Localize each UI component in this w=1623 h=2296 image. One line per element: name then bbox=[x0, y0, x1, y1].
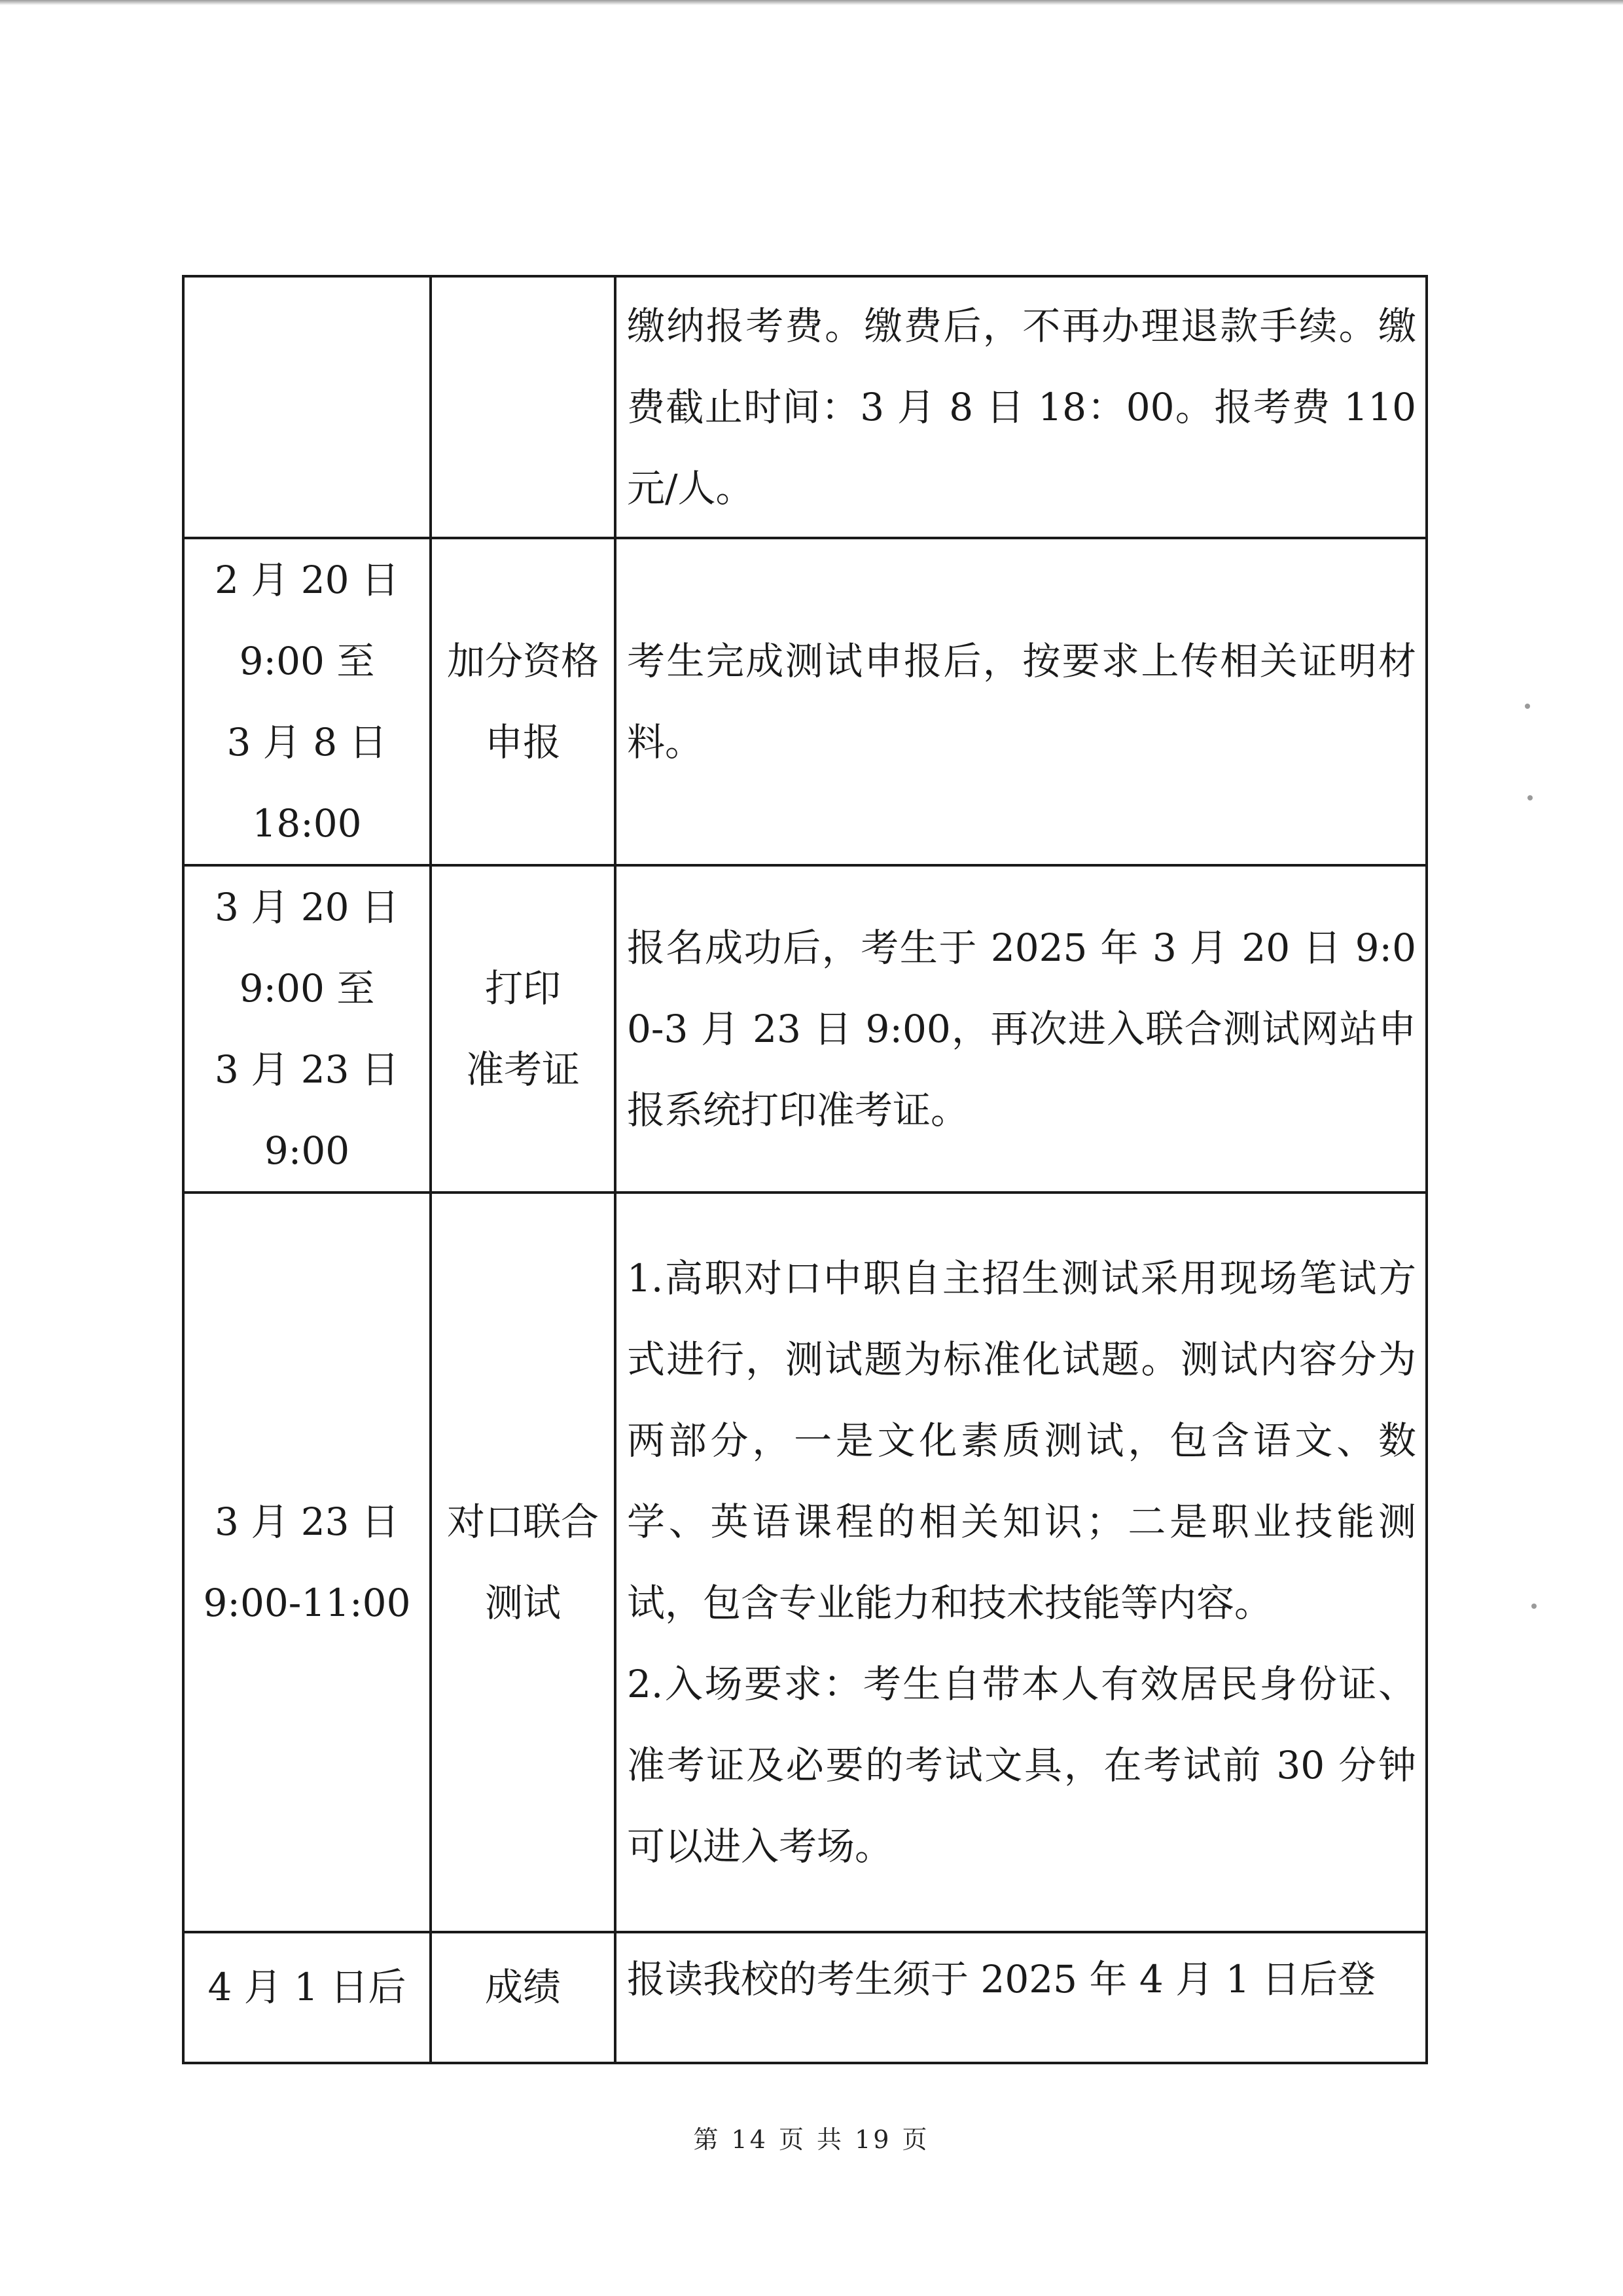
scan-speck bbox=[1531, 1604, 1537, 1609]
item-cell: 对口联合 测试 bbox=[431, 1193, 615, 1932]
item-cell: 打印 准考证 bbox=[431, 865, 615, 1193]
item-cell: 加分资格 申报 bbox=[431, 538, 615, 865]
description-text: 报名成功后，考生于 2025 年 3 月 20 日 9:00-3 月 23 日 9:00，再次进入联合测试网站申报系统打印准考证。 bbox=[627, 925, 1416, 1132]
item-cell: 成绩 bbox=[431, 1932, 615, 2063]
table-row bbox=[183, 538, 1427, 865]
description-text: 2.入场要求：考生自带本人有效居民身份证、准考证及必要的考试文具，在考试前 30 分钟可以进入考场。 bbox=[627, 1662, 1416, 1869]
description-cell bbox=[615, 1932, 1427, 2063]
description-text: 考生完成测试申报后，按要求上传相关证明材料。 bbox=[627, 639, 1416, 764]
schedule-table bbox=[182, 275, 1428, 2064]
description-cell bbox=[615, 538, 1427, 865]
page-footer: 第 14 页 共 19 页 bbox=[693, 2125, 930, 2154]
scan-speck bbox=[1525, 704, 1530, 709]
description-text: 报读我校的考生须于 2025 年 4 月 1 日后登 bbox=[627, 1957, 1376, 2001]
description-cell bbox=[615, 1193, 1427, 1932]
date-cell: 3 月 23 日 9:00-11:00 bbox=[183, 1193, 431, 1932]
table-row bbox=[183, 1193, 1427, 1932]
table-row bbox=[183, 865, 1427, 1193]
date-cell bbox=[183, 276, 431, 538]
table-row bbox=[183, 276, 1427, 538]
scan-top-edge bbox=[0, 0, 1623, 5]
scan-speck bbox=[1527, 795, 1533, 800]
date-cell: 3 月 20 日 9:00 至 3 月 23 日 9:00 bbox=[183, 865, 431, 1193]
date-cell: 4 月 1 日后 bbox=[183, 1932, 431, 2063]
description-text: 缴纳报考费。缴费后，不再办理退款手续。缴费截止时间：3 月 8 日 18：00。报考费 110 元/人。 bbox=[627, 304, 1416, 511]
description-text: 1.高职对口中职自主招生测试采用现场笔试方式进行，测试题为标准化试题。测试内容分为两部分，一是文化素质测试，包含语文、数学、英语课程的相关知识；二是职业技能测试，包含专业能力和技术技能等内容。 bbox=[627, 1256, 1416, 1625]
description-cell bbox=[615, 865, 1427, 1193]
date-cell: 2 月 20 日 9:00 至 3 月 8 日 18:00 bbox=[183, 538, 431, 865]
item-cell bbox=[431, 276, 615, 538]
table-row bbox=[183, 1932, 1427, 2063]
description-cell bbox=[615, 276, 1427, 538]
